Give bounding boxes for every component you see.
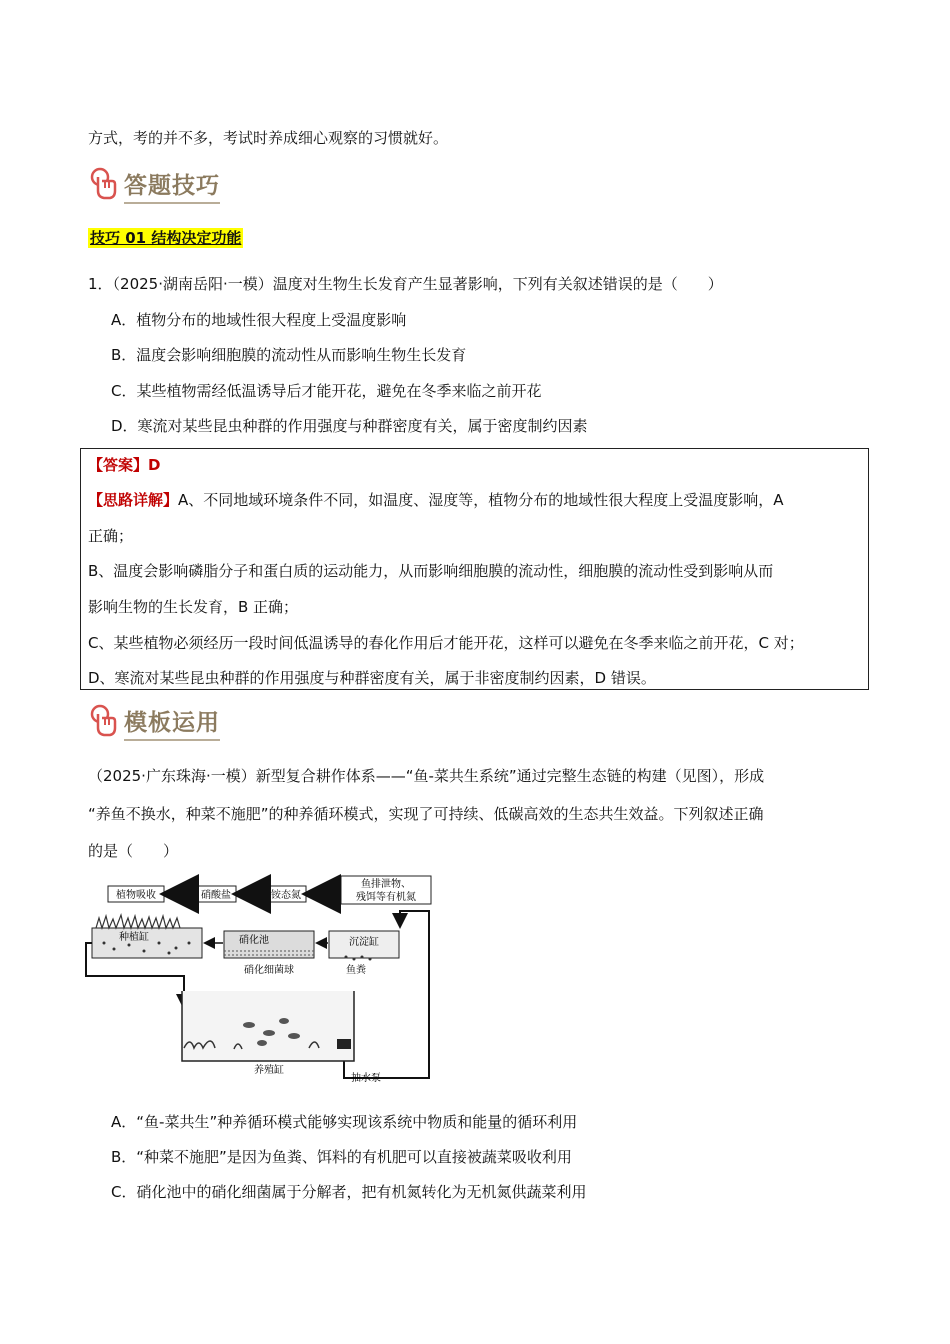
- answer-detail-line-3: B、温度会影响磷脂分子和蛋白质的运动能力，从而影响细胞膜的流动性，细胞膜的流动性受到影响从而: [88, 562, 774, 580]
- answer-detail-line-1: [88, 490, 784, 510]
- plant-absorb-label: 植物吸收: [116, 890, 156, 901]
- sediment-tank-label: 沉淀缸: [349, 937, 379, 948]
- question2-option-a: A．“鱼-菜共生”种养循环模式能够实现该系统中物质和能量的循环利用: [111, 1113, 578, 1131]
- section-title: 答题技巧: [124, 167, 220, 204]
- answer-detail-line-2: 正确；: [88, 527, 134, 545]
- answer-detail-line-6: D、寒流对某些昆虫种群的作用强度与种群密度有关，属于非密度制约因素，D 错误。: [88, 669, 656, 687]
- answer-value: D: [148, 456, 161, 474]
- pointing-hand-icon: [88, 704, 118, 740]
- question2-stem-line-1: （2025·广东珠海·一模）新型复合耕作体系——“鱼-菜共生系统”通过完整生态链的构建（见图），形成: [88, 767, 765, 785]
- bacteria-ball-label: 硝化细菌球: [244, 965, 294, 976]
- breeding-tank-label: 养殖缸: [254, 1065, 284, 1076]
- fish-waste-label-2: 残饵等有机氮: [356, 892, 416, 903]
- water-pump: [337, 1039, 351, 1049]
- nitrification-pond: [224, 931, 314, 958]
- answer-label: 【答案】: [88, 456, 149, 474]
- aquaponics-diagram: [84, 873, 440, 1083]
- section-title: 模板运用: [124, 704, 220, 741]
- intro-text: 方式，考的并不多，考试时养成细心观察的习惯就好。: [88, 129, 449, 147]
- section-header-answer-skills: [88, 163, 220, 207]
- ammonium-label: 铵态氮: [271, 890, 301, 901]
- planting-tank-label: 种植缸: [119, 932, 149, 943]
- question1-option-d: D．寒流对某些昆虫种群的作用强度与种群密度有关，属于密度制约因素: [111, 417, 588, 435]
- answer-detail-line-5: C、某些植物必须经历一段时间低温诱导的春化作用后才能开花，这样可以避免在冬季来临之前开花，C 对；: [88, 634, 804, 652]
- nitrate-label: 硝酸盐: [201, 890, 231, 901]
- question1-option-b: B．温度会影响细胞膜的流动性从而影响生物生长发育: [111, 346, 467, 364]
- section-header-template-use: [88, 700, 220, 744]
- answer-detail-label: 【思路详解】: [88, 491, 179, 509]
- question1-stem: 1．（2025·湖南岳阳·一模）温度对生物生长发育产生显著影响，下列有关叙述错误的是（ ）: [88, 275, 723, 293]
- question2-option-c: C．硝化池中的硝化细菌属于分解者，把有机氮转化为无机氮供蔬菜利用: [111, 1183, 587, 1201]
- breeding-tank: [182, 991, 354, 1061]
- fish-waste-label-1: 鱼排泄物、: [361, 879, 411, 890]
- answer-line: [88, 455, 160, 475]
- answer-detail-text: A、不同地域环境条件不同，如温度、湿度等，植物分布的地域性很大程度上受温度影响，A: [178, 491, 784, 509]
- question1-option-c: C．某些植物需经低温诱导后才能开花，避免在冬季来临之前开花: [111, 382, 542, 400]
- question2-stem-line-3: 的是（ ）: [88, 842, 179, 860]
- plants-decoration: [96, 915, 180, 928]
- answer-detail-line-4: 影响生物的生长发育，B 正确；: [88, 598, 299, 616]
- pump-label: 抽水泵: [351, 1073, 381, 1083]
- question2-option-b: B．“种菜不施肥”是因为鱼粪、饵料的有机肥可以直接被蔬菜吸收利用: [111, 1148, 572, 1166]
- pointing-hand-icon: [88, 167, 118, 203]
- question1-option-a: A．植物分布的地域性很大程度上受温度影响: [111, 311, 407, 329]
- question2-stem-line-2: “养鱼不换水，种菜不施肥”的种养循环模式，实现了可持续、低碳高效的生态共生效益。下列叙述正确: [88, 805, 764, 823]
- nitrification-pond-label: 硝化池: [239, 935, 269, 946]
- answer-box: [80, 448, 869, 690]
- tip-title: 技巧 01 结构决定功能: [90, 229, 242, 247]
- fish-feces-label: 鱼粪: [346, 965, 366, 976]
